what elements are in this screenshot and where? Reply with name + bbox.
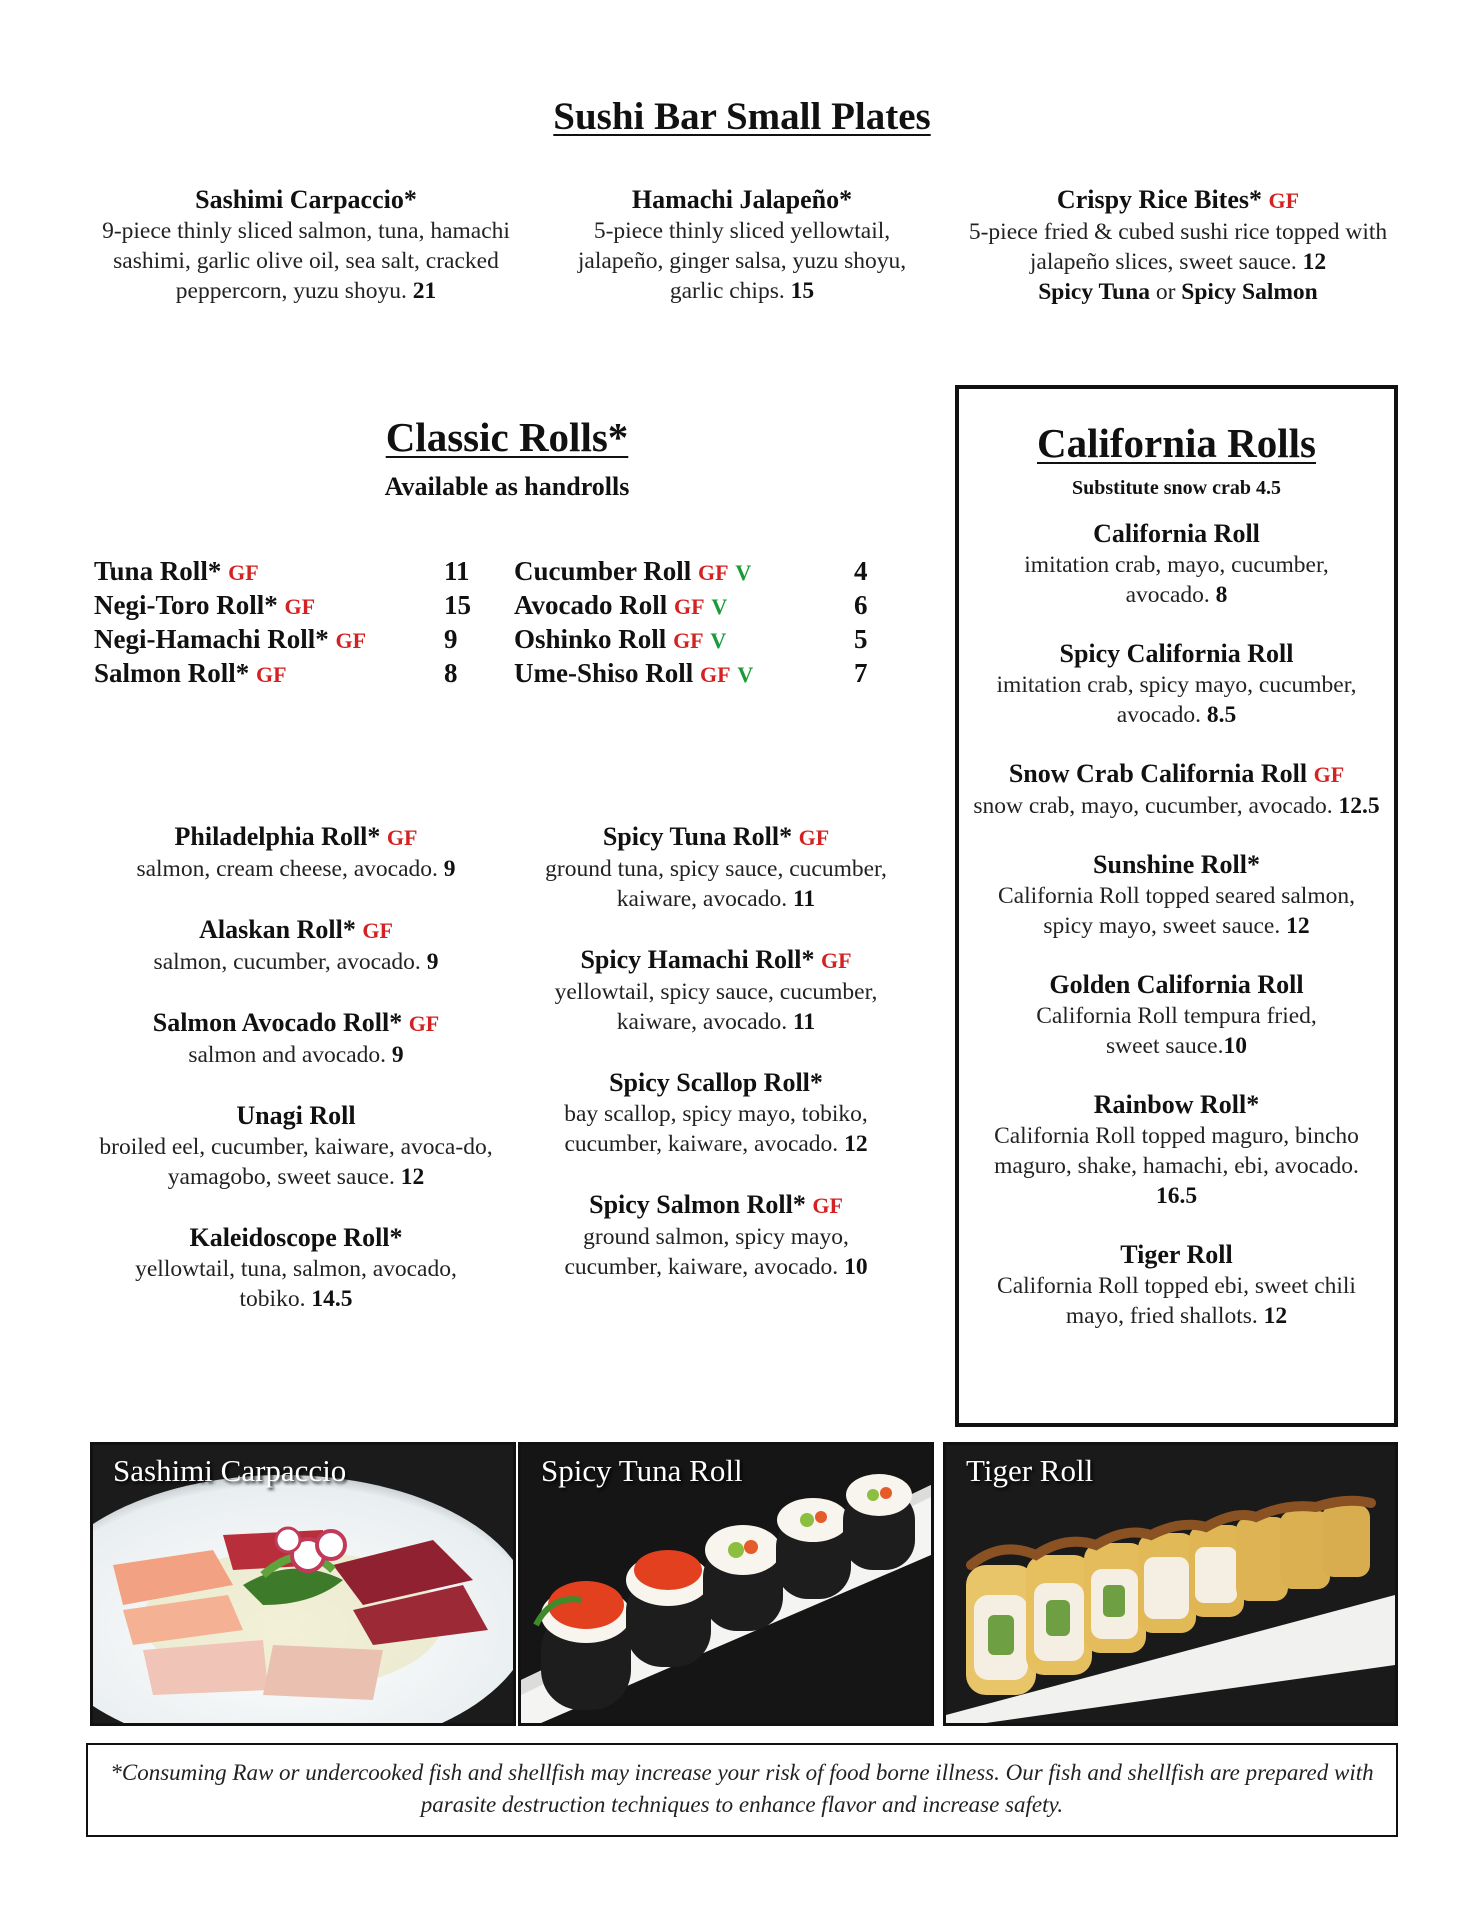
item-name: California Roll <box>1093 519 1260 548</box>
item-desc: ground salmon, spicy mayo, cucumber, kaiware, avocado. 10 <box>564 1224 868 1280</box>
item-desc: bay scallop, spicy mayo, tobiko, cucumber, kaiware, avocado. 12 <box>564 1101 868 1157</box>
item-name: Snow Crab California Roll GF <box>1008 759 1345 788</box>
photo-sashimi-carpaccio <box>90 1442 516 1726</box>
simple-roll-list-right <box>514 555 884 691</box>
photo-label: Sashimi Carpaccio <box>113 1453 347 1488</box>
menu-item <box>86 914 506 977</box>
menu-item <box>96 184 516 306</box>
item-desc: California Roll topped ebi, sweet chili mayo, fried shallots. 12 <box>997 1273 1356 1329</box>
item-name: Spicy California Roll <box>1059 639 1294 668</box>
item-desc: salmon and avocado. 9 <box>188 1042 404 1068</box>
item-desc: salmon, cucumber, avocado. 9 <box>153 949 439 975</box>
item-price: 21 <box>412 278 437 304</box>
menu-item <box>973 969 1380 1061</box>
menu-item <box>973 849 1380 941</box>
photo-spicy-tuna-roll <box>518 1442 934 1726</box>
list-item: Salmon Roll* GF 8 <box>94 658 458 688</box>
item-desc: 5-piece fried & cubed sushi rice topped with jalapeño slices, sweet sauce. 12 <box>968 219 1388 275</box>
item-desc: California Roll tempura fried, sweet sauce.10 <box>1036 1003 1317 1059</box>
item-name: Sashimi Carpaccio* <box>195 185 417 214</box>
menu-item <box>973 1089 1380 1211</box>
item-name: Hamachi Jalapeño* <box>631 185 853 214</box>
item-name: Spicy Salmon Roll* GF <box>589 1190 843 1219</box>
list-item: Negi-Toro Roll* GF 15 <box>94 590 471 620</box>
small-plates-title: Sushi Bar Small Plates <box>553 95 931 138</box>
menu-item <box>973 758 1380 821</box>
item-desc: California Roll topped maguro, bincho maguro, shake, hamachi, ebi, avocado. 16.5 <box>994 1123 1359 1209</box>
item-desc: salmon, cream cheese, avocado. 9 <box>136 856 456 882</box>
item-desc: California Roll topped seared salmon, spicy mayo, sweet sauce. 12 <box>998 883 1355 939</box>
item-desc: imitation crab, mayo, cucumber, avocado. 8 <box>1024 552 1329 608</box>
menu-item <box>536 1189 896 1282</box>
item-desc: yellowtail, spicy sauce, cucumber, kaiware, avocado. 11 <box>554 979 878 1035</box>
menu-item <box>536 821 896 914</box>
menu-item <box>968 184 1388 307</box>
list-item: Cucumber Roll GF V 4 <box>514 556 868 586</box>
item-price: 15 <box>790 278 815 304</box>
item-desc: yellowtail, tuna, salmon, avocado, tobiko. 14.5 <box>135 1256 457 1312</box>
menu-item <box>973 638 1380 730</box>
item-options: Spicy Tuna or Spicy Salmon <box>1038 279 1318 305</box>
classic-rolls-col-left <box>86 821 506 1344</box>
item-name: Sunshine Roll* <box>1093 850 1260 879</box>
list-item: Oshinko Roll GF V 5 <box>514 624 868 654</box>
item-name: Alaskan Roll* GF <box>199 915 393 944</box>
list-item: Ume-Shiso Roll GF V 7 <box>514 658 868 688</box>
item-name: Unagi Roll <box>236 1101 356 1130</box>
menu-item <box>973 518 1380 610</box>
item-desc: broiled eel, cucumber, kaiware, avoca-do, yamagobo, sweet sauce. 12 <box>99 1134 493 1190</box>
menu-item <box>86 821 506 884</box>
item-name: Spicy Tuna Roll* GF <box>602 822 830 851</box>
list-item: Negi-Hamachi Roll* GF 9 <box>94 624 458 654</box>
item-desc: 5-piece thinly sliced yellowtail, jalapeño, ginger salsa, yuzu shoyu, garlic chips. 15 <box>577 218 907 304</box>
classic-rolls-title: Classic Rolls* <box>385 414 629 460</box>
item-name: Crispy Rice Bites* GF <box>1056 185 1300 214</box>
photo-tiger-roll <box>943 1442 1398 1726</box>
item-desc: 9-piece thinly sliced salmon, tuna, hamachi sashimi, garlic olive oil, sea salt, cracked peppercorn, yuzu shoyu. 21 <box>102 218 510 304</box>
item-name: Salmon Avocado Roll* GF <box>152 1008 440 1037</box>
item-name: Philadelphia Roll* GF <box>174 822 418 851</box>
classic-rolls-col-right <box>536 821 896 1312</box>
simple-roll-list-left <box>94 555 474 691</box>
list-item: Avocado Roll GF V 6 <box>514 590 868 620</box>
photo-label: Tiger Roll <box>966 1453 1094 1488</box>
item-desc: imitation crab, spicy mayo, cucumber, avocado. 8.5 <box>996 672 1357 728</box>
item-name: Rainbow Roll* <box>1093 1090 1260 1119</box>
disclaimer <box>86 1743 1398 1837</box>
menu-item <box>86 1007 506 1070</box>
item-desc: snow crab, mayo, cucumber, avocado. 12.5 <box>973 793 1380 819</box>
item-name: Tiger Roll <box>1120 1240 1233 1269</box>
menu-item <box>86 1100 506 1192</box>
california-rolls-title: California Rolls <box>1036 420 1317 466</box>
california-rolls-box <box>955 385 1398 1427</box>
item-name: Spicy Scallop Roll* <box>609 1068 823 1097</box>
item-price: 12 <box>1302 249 1327 275</box>
menu-item <box>536 944 896 1037</box>
gf-badge: GF <box>1268 188 1300 213</box>
item-desc: ground tuna, spicy sauce, cucumber, kaiware, avocado. 11 <box>545 856 887 912</box>
list-item: Tuna Roll* GF 11 <box>94 556 470 586</box>
item-name: Spicy Hamachi Roll* GF <box>580 945 852 974</box>
menu-item <box>536 1067 896 1159</box>
menu-item <box>576 184 908 306</box>
item-name: Golden California Roll <box>1049 970 1304 999</box>
menu-item <box>86 1222 506 1314</box>
photo-label: Spicy Tuna Roll <box>541 1453 743 1488</box>
classic-rolls-subtitle: Available as handrolls <box>384 472 630 501</box>
menu-item <box>973 1239 1380 1331</box>
california-rolls-subtitle: Substitute snow crab 4.5 <box>1072 477 1281 499</box>
disclaimer-text: *Consuming Raw or undercooked fish and shellfish may increase your risk of food borne illness. Our fish and shellfish are prepared with parasite destruction techniques to enhance flavor and increase safety. <box>110 1760 1374 1817</box>
item-name: Kaleidoscope Roll* <box>189 1223 403 1252</box>
